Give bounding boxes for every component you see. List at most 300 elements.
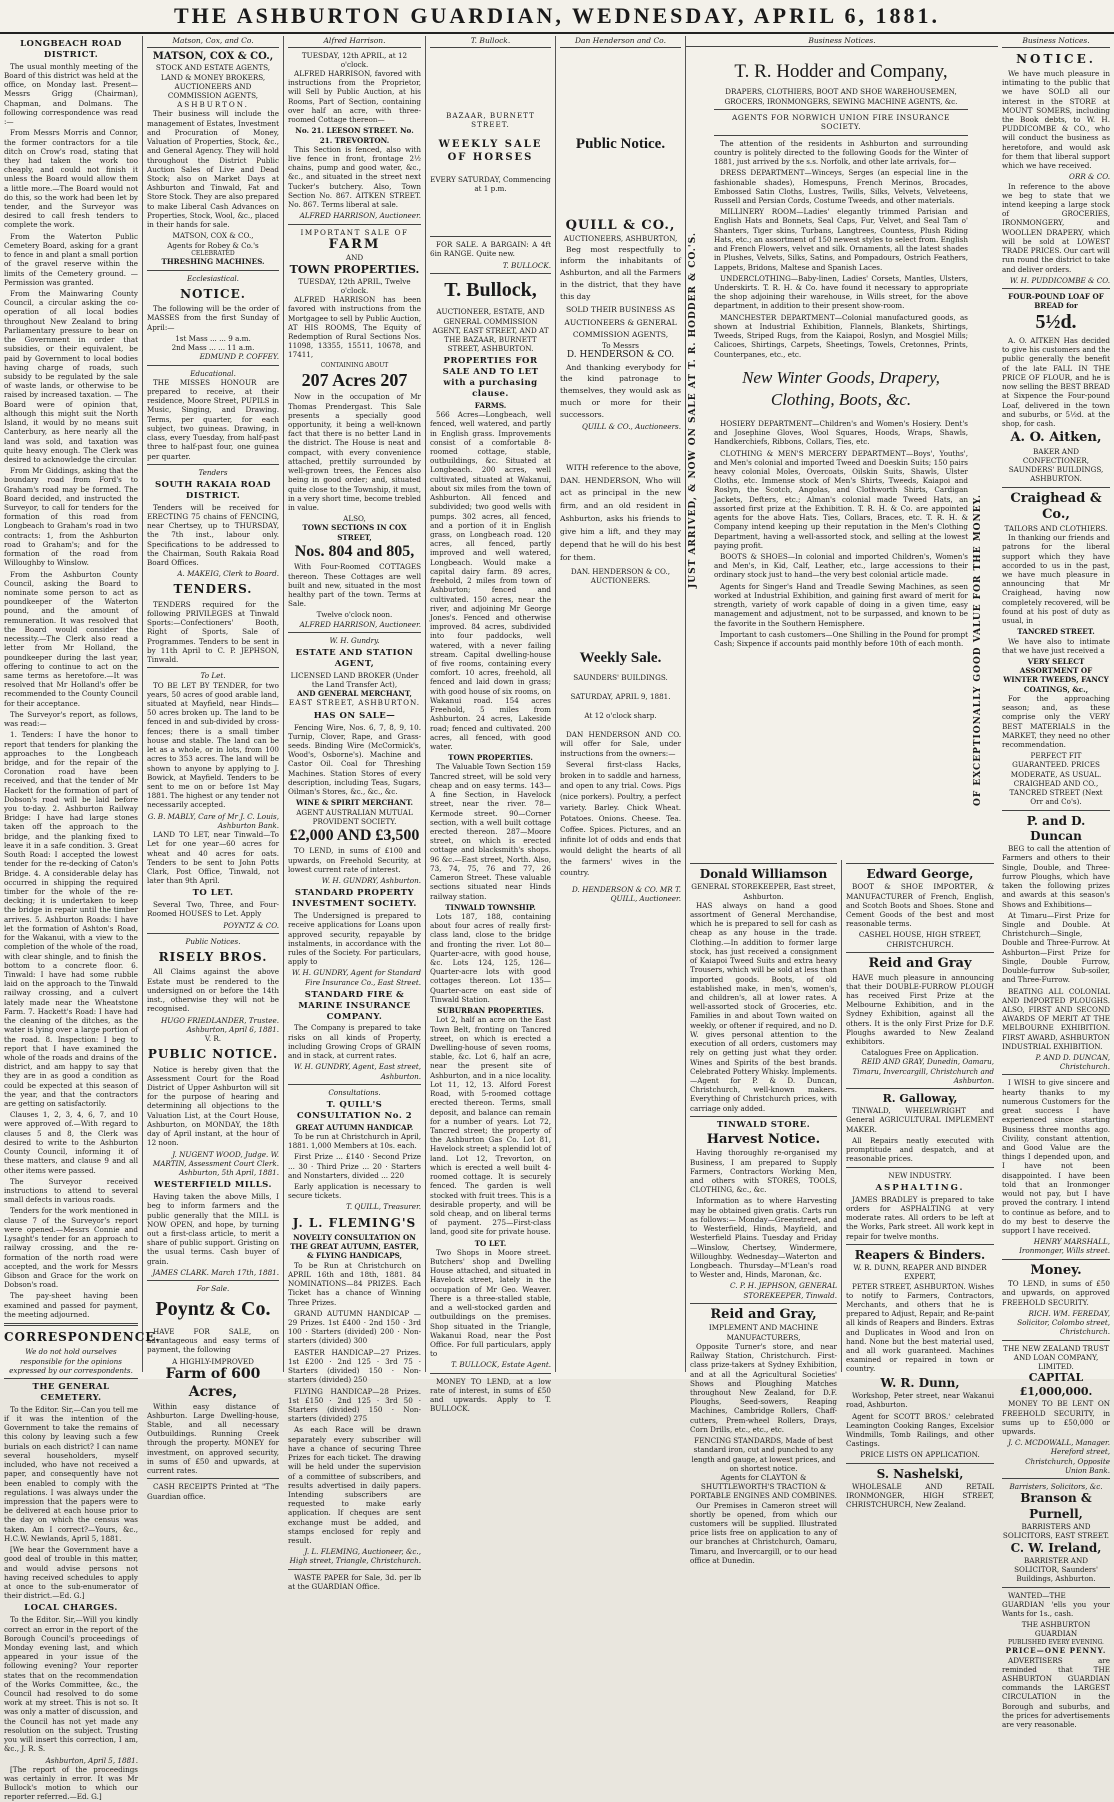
ad-signature: A. MAKEIG, Clerk to Board. [177, 569, 279, 579]
ad-signature: ALFRED HARRISON, Auctioneer. [299, 211, 421, 221]
ad-body: JAMES BRADLEY is prepared to take orders for ASPHALTING at very moderate rates. All orders to be left at the Works, Park street. All work kept in repair for twelve months. [846, 1194, 994, 1241]
ad-title: HAS ON SALE— [313, 710, 396, 721]
divider [430, 273, 551, 274]
prize-list: EASTER HANDICAP—27 Prizes. 1st £200 · 2nd 125 · 3rd 75 · Starters (divided) 150 · Non-starters (divided) 250 [288, 1347, 421, 1385]
ad-body: And thanking everybody for the kind patronage to themselves, they would ask as much or more for their successors. [560, 362, 681, 419]
ad-title: R. Galloway, [882, 1092, 958, 1106]
ad-text: THE ASHBURTON GUARDIAN [1021, 1620, 1091, 1639]
divider [690, 1303, 837, 1304]
ad-text: Agents for Robey & Co.'s [167, 240, 259, 250]
ad-text: No. 21. LEESON STREET. No. 21. TREVORTON. [295, 126, 414, 145]
divider [846, 1088, 994, 1089]
ad-body: All Repairs neatly executed with promptitude and despatch, and at reasonable prices. [846, 1135, 994, 1164]
ad-body: TINWALD, WHEELWRIGHT and General AGRICULTURAL IMPLEMENT MAKER. [846, 1106, 994, 1134]
ad-signature: POYNTZ & CO. [223, 920, 279, 930]
ad-body: Tenders will be received for ERECTING 75 chains of FENCING, near Chertsey, up to THURSDAY, the 7th inst., labour only. Specifications to be addressed to the Chairman, South Rakaia Road Board Offices. [147, 502, 279, 568]
ad-text: At 12 o'clock sharp. [584, 710, 657, 720]
ad-title: New Winter Goods, Drapery, Clothing, Boots, &c. [742, 367, 940, 409]
ad-title: BAZAAR, BURNETT STREET. [446, 110, 535, 129]
ad-body: Beg most respectfully to inform the inhabitants of Ashburton, and all the Farmers in the district, that they have this day [560, 244, 681, 301]
divider [846, 1244, 994, 1245]
ad-signature: W. H. GUNDRY, Agent, East street, Ashburton. [293, 1062, 421, 1081]
ad-body: Within easy distance of Ashburton. Large Dwelling-house, Stable, and all necessary Outbuildings. Running Creek through the property. MONEY for investment, on approved security, in sums of £50 and upwards, at current rates. [147, 1401, 279, 1476]
divider [1002, 1478, 1110, 1479]
ad-text: TOWN SECTIONS IN COX STREET, [302, 523, 407, 542]
divider [1002, 288, 1110, 289]
column-ads-5b [842, 860, 998, 1510]
masthead-title: THE ASHBURTON GUARDIAN, WEDNESDAY, APRIL 6, 1881. [173, 3, 941, 28]
ad-signature: ORR & CO. [1069, 172, 1110, 182]
ad-subtitle: THE NEW ZEALAND TRUST AND LOAN COMPANY, LIMITED. [1003, 1343, 1109, 1372]
ad-subtitle: BARRISTERS AND SOLICITORS, EAST STREET. [1002, 1522, 1110, 1541]
ad-text: TINWALD TOWNSHIP. [445, 902, 536, 912]
vertical-banner: JUST ARRIVED, & NOW ON SALE AT T. R. HODDER & CO.'S. [688, 232, 698, 588]
letter-date: Ashburton, April 5, 1881. [45, 1755, 138, 1765]
article-paragraph: From the Ashburton County Council, asking the Board to nominate some person to act as poundkeeper of the Waterton pound, and the amount of remuneration. It was resolved that the Board would consider the necessity.—The Clerk also read a letter from Mr Holland, the poundkeeper during the last year, offering to continue to act on the same terms as heretofore.—It was resolved that Mr Holland's offer be recommended to the County Council for their acceptance. [4, 569, 138, 708]
ad-location: ASHBURTON. [177, 100, 249, 110]
ad-title: C. W. Ireland, [1010, 1540, 1102, 1555]
ad-subtitle: AUCTIONEERS, ASHBURTON, [563, 234, 678, 244]
prize-list: First Prize ... £140 · Second Prize ... 30 · Third Prize ... 20 · Starters and Nonstarters, divided ... 220 [288, 1152, 421, 1180]
column-ads-4 [556, 36, 686, 1372]
section-label: For Sale. [196, 1284, 230, 1294]
ad-text: TANCRED STREET. [1017, 627, 1095, 637]
ad-body: Information as to where Harvesting may be obtained given gratis. Carts run as follows:— Monday—Greenstreet, and to Westerfield, Hinds, Mayfield, and Westerfield Plains. Tuesday and Friday—Winslow, Chertsey, Windermere, Willoughby. Wednesday—Waterton and Longbeach. Thursday—M'Lean's road to Wester and, Hinds, Maronan, &c. [690, 1196, 837, 1280]
article-paragraph: The pay-sheet having been examined and passed for payment, the meeting adjourned. [4, 1291, 138, 1319]
article-paragraph: Clauses 1, 2, 3, 4, 6, 7, and 10 were approved of.—With regard to clauses 5 and 8, the Clerk was desired to write to the Ashburton County Council, informing it of these matters, and clause 9 and all other items were passed. [4, 1110, 138, 1175]
ad-body: CASH RECEIPTS Printed at "The Guardian office. [147, 1482, 279, 1501]
ad-text: V. R. [204, 1034, 222, 1044]
column-header: T. Bullock. [430, 36, 551, 48]
ad-body: Opposite Turner's store, and near Railway Station, Christchurch. First-class prize-takers at Sydney Exhibition, and at all the Agricultural Societies' Shows and Ploughing Matches throughout New Zealand, for D.F. Ploughs, Seed-sowers, Reaping Machines, Cambridge Rollers, Chaff-cutters, Prem-wheel Rollers, Drays, Corn Drills, etc., etc., etc. [690, 1341, 837, 1434]
ad-signature: CRAIGHEAD AND CO., TANCRED STREET (Next Orr and Co's). [1009, 778, 1103, 807]
ad-title: A. O. Aitken, [1010, 430, 1102, 446]
ad-title: Harvest Notice. [706, 1131, 821, 1147]
ad-body: Agents for Singer's Hand and Treadle Sewing Machines, as seen worked at Industrial Exhibition, and gaining first award of merit for strength, variety of work capable of doing in a given time, easy management and adjustment, not to be surpassed, and known to be the favorite in the Southern Hemisphere. [714, 581, 968, 628]
divider [430, 1373, 551, 1374]
ad-signature: T. QUILL, Treasurer. [346, 1202, 421, 1212]
ad-body: MILLINERY ROOM—Ladies' elegantly trimmed Parisian and English Hats and Bonnets, Seal Caps, Fur, Velvet, and Seal Tam o' Shanters, Tiger skins, Turbans, Langtrees, Countess, Plush Riding Hats, etc.; an assortment of 150 newest styles to select from. English and French Flowers, velvet and silk. Ornaments, all the latest shades in Plushes, Velvets, Silks, Satins, and Pompadours, Ostrich Feathers, Lappets, Bridons, Maltese and Spanish Laces. [714, 207, 968, 272]
ad-body: The Undersigned is prepared to receive applications for Loans upon approved security, repayable by instalments, in accordance with the rules of the Society. For particulars, apply to [288, 911, 421, 967]
divider [147, 667, 279, 668]
ad-signature: J. L. FLEMING, Auctioneer, &c., High street, Triangle, Christchurch. [289, 1547, 421, 1566]
ad-body: WITH reference to the above, DAN. HENDERSON, Who will act as principal in the new firm, and an old resident in Ashburton, asks his friends to give him a lift, and they may depend that he will do his best for them. [560, 462, 681, 562]
ad-body: Now in the occupation of Mr Thomas Prendergast. This Sale presents a specially good opportunity, it being a well-known fact that there is no better Land in the district. The House is neat and compact, with every convenience attached, prettily surrounded by well-grown trees, the Fences also being in good order; and, situated quite close to the Township, it must, in a very short time, become trebled in value. [288, 392, 421, 512]
ad-text: 1st Mass ... ... 9 a.m. [175, 333, 251, 343]
ad-title: CAPITAL £1,000,000. [1019, 1371, 1093, 1399]
column-header: Business Notices. [686, 36, 998, 47]
editorial-note: [We hear the Government have a good deal of trouble in this matter, and would advise persons not having received schedules to apply at once to the sub-enumerator of their district.—Ed. G.] [4, 1545, 138, 1601]
ad-body: Agent for SCOTT BROS.' celebrated Leamington Cooking Ranges, Excelsior Windmills, Tomb Railings, and other Castings. [846, 1411, 994, 1449]
ad-body: WHOLESALE AND RETAIL IRONMONGER, HIGH STREET, CHRISTCHURCH, New Zealand. [846, 1481, 994, 1510]
ad-body: ADVERTISERS are reminded that THE ASHBURTON GUARDIAN commands the LARGEST CIRCULATION in the Borough and suburbs, and the prices for advertisements are very reasonable. [1002, 1655, 1110, 1730]
divider [147, 1280, 279, 1281]
ad-body: PETER STREET, ASHBURTON. Wishes to notify to Farmers, Contractors, Merchants, and others that he is prepared to Adjust, Repair, and Re-paint all kinds of Reapers and Binders. Extras and Duplicates in Wood and Iron on hand. None but the best material used, and all work guaranteed. Machines examined or repaired in town or country. [846, 1281, 994, 1374]
ad-title: NOTICE. [180, 286, 246, 301]
ad-text: AGENT AUSTRALIAN MUTUAL PROVIDENT SOCIETY. [296, 807, 413, 826]
ad-body: Their business will include the management of Estates, Investment and Procuration of Money, Valuation of Properties, Stock, &c., and General Agency. They will hold throughout the District Public Auction Sales of Live and Dead Stock; also on Market Days at Ashburton and Tinwald, Fat and Store Stock. They are also prepared to make Liberal Cash Advances on Properties, Stock, Wool, &c., placed in their hands for sale. [147, 109, 279, 230]
ad-body: UNDERCLOTHING—Baby-linen, Ladies' Corsets, Mantles, Ulsters, Underskirts. T. R. H. & Co. have found it necessary to appropriate the shop adjoining their warehouse, in Wills street, for the above department, in addition to their present show-room. [714, 273, 968, 311]
ad-text: AND GENERAL MERCHANT, [297, 689, 412, 699]
listing: The Valuable Town Section 159 Tancred street, will be sold very cheap and on easy terms. 143—A fine Section, in Havelock street, near the river. 78—Kermode street. 90—Corner section, with a well built cottage erected thereon. 287—Moore street, on which is erected cottage and blacksmith's shops. 96 &c.—East street, North. Also, 73, 74, 75, 76 and 77, 26 Cameron Street. These valuable sections situated near Hinds railway station. [430, 762, 551, 901]
ad-signature: HENRY MARSHALL, Ironmonger, Wills street. [1019, 1237, 1110, 1256]
ad-body: The attention of the residents in Ashburton and surrounding country is politely directed to the following Goods for the Winter of 1881, just arrived by the s.s. Norfolk, and other late arrivals, for— [714, 138, 968, 167]
letter-body: To the Editor. Sir,—Can you tell me if it was the intention of the Government to take the remains of this colony by leaving such a few burials on each district? I can name several householders, myself included, who have not received a paper, and consequently have not been enabled to comply with the regulations. I was always under the impression that the papers were to be delivered at each house prior to the day on which the census was taken. Am I correct?—Yours, &c., H.C.W. Newlands, April 5, 1881. [4, 1404, 138, 1543]
ad-text: NEW INDUSTRY. [888, 1170, 952, 1180]
divider [147, 933, 279, 934]
column-ads-5a [686, 860, 842, 1565]
ad-body: All Claims against the above Estate must be rendered to the undersigned on or before the 14th inst., otherwise they will not be recognised. [147, 967, 279, 1014]
ad-title: MATSON, COX & CO., [152, 50, 274, 62]
ad-body: A. O. AITKEN Has decided to give his customers and the public generally the benefit of the late FALL IN THE PRICE OF FLOUR, and he is now selling the BEST BREAD at Sixpence the Four-pound Loaf, delivered in the town and suburbs, or 5½d. at the shop, for cash. [1002, 336, 1110, 428]
editorial-note: [The report of the proceedings was certainly in error. It was Mr Bullock's motion to which our reporter referred.—Ed. G.] [4, 1764, 138, 1802]
ad-body: TO LEND, in sums of £50 and upwards, on approved FREEHOLD SECURITY. [1002, 1279, 1110, 1307]
ad-date: TUESDAY, 12th APRIL, Twelve o'clock. [298, 276, 411, 295]
ad-title: QUILL & CO., [565, 217, 676, 233]
section-label: To Let. [200, 671, 226, 681]
ad-title: Donald Williamson [699, 867, 828, 881]
ad-body: The Company is prepared to take risks on all kinds of Property, including Growing Crops of GRAIN and in stack, at current rates. [288, 1023, 421, 1061]
divider [288, 1084, 421, 1085]
ad-signature: REID AND GRAY, Dunedin, Oamaru, Timaru, Invercargill, Christchurch and Ashburton. [852, 1057, 994, 1085]
ad-body: Having taken the above Mills, I beg to inform farmers and the public generally that the MILL is NOW OPEN, and hope, by turning out a first-class article, to merit a share of public support. Gristing on the usual terms. Cash buyer of grain. [147, 1192, 279, 1266]
section-label: Barristers, Solicitors, &c. [1009, 1482, 1103, 1492]
ad-subtitle: TAILORS AND CLOTHIERS. [1004, 523, 1108, 533]
divider [846, 1463, 994, 1464]
hodder-advert [710, 52, 972, 862]
divider [147, 464, 279, 465]
masthead [0, 0, 1114, 34]
ad-signature: W. H. GUNDRY, Agent for Standard Fire Insurance Co., East Street. [291, 968, 421, 987]
ad-title: SOUTH RAKAIA ROAD DISTRICT. [154, 479, 272, 501]
ad-signature: T. BULLOCK, Estate Agent. [451, 1360, 551, 1370]
ad-title: 5½d. [1035, 311, 1077, 334]
ad-body: Several Two, Three, and Four-Roomed HOUSES to Let. Apply [147, 900, 279, 919]
ad-body: As each Race will be drawn separately every subscriber will have a chance of securing Three Prizes for each ticket. The drawing will be held under the supervision of a committee of subscribers, and results advertised in daily papers. Intending subscribers are requested to make early application. If cheques are sent exchange must be added, and stamps enclosed for reply and result. [288, 1425, 421, 1546]
ad-text: FARMS. [474, 400, 507, 410]
section-heading: LONGBEACH ROAD DISTRICT. [20, 39, 122, 60]
ad-subtitle: DRAPERS, CLOTHIERS, BOOT AND SHOE WAREHOUSEMEN, GROCERS, IRONMONGERS, SEWING MACHINE AGENTS, &c. [724, 87, 958, 106]
ad-subtitle: AUCTIONEER, ESTATE, AND GENERAL COMMISSION AGENT, EAST STREET, AND AT THE BAZAAR, BURNETT STREET, ASHBURTON. [432, 307, 549, 354]
ad-subtitle: GENERAL STOREKEEPER, East street, Ashburton. [691, 882, 836, 901]
ad-text: SUBURBAN PROPERTIES. [437, 1006, 544, 1016]
ad-signature: RICH. WM. FEREDAY, Solicitor, Colombo street, Christchurch. [1017, 1308, 1110, 1337]
ad-text: EVERY SATURDAY, Commencing at 1 p.m. [430, 174, 551, 193]
ad-title: FARM [328, 236, 381, 252]
ad-signature: W. H. GUNDRY, Ashburton. [321, 876, 421, 886]
divider [147, 1478, 279, 1479]
ad-title: J. L. FLEMING'S [292, 1215, 417, 1230]
ad-text: SOLD THEIR BUSINESS AS AUCTIONEERS & GENERAL COMMISSION AGENTS, [564, 305, 677, 339]
ad-title: PUBLIC NOTICE. [147, 1047, 279, 1062]
ad-title: Poyntz & Co. [155, 1298, 271, 1321]
ad-body: Important to cash customers—One Shilling in the Pound for prompt Cash; Sixpence if accounts paid monthly before 10th of each month. [714, 629, 968, 648]
ad-body: CLOTHING & MEN'S MERCERY DEPARTMENT—Boys', Youths', and Men's colonial and imported Tweed and Doeskin Suits; 150 pairs heavy colonial Moles, Overcoats, Oilskin Suits, Shawls, Ulster Cloths, etc. Immense stock of Men's Shirts, Tweeds, Kaiapoi and Roslyn, the Scotch, Angolas, and Clothworth Shirts, Cardigan Jackets, Defters, etc.; Alman's colonial made Tweed Hats, an assorted first prize at the Exhibition. T. R. H. & Co. are appointed agents for the above Hats. Ties, Collars, Braces, etc. T. R. H. & Company intend keeping up their reputation in the Men's Clothing Department, having a well-assorted stock, and selling at the lowest paying profit. [714, 448, 968, 550]
ad-body: HAVE FOR SALE, on advantageous and easy terms of payment, the following [147, 1326, 279, 1355]
listing: Lot 2, half an acre on the East Town Belt, fronting on Tancred street, on which is erected a Dwelling-house of seven rooms, stable, &c. Lot 6, half an acre, near the present site of Ashburton, and in a nice locality. Lot 11, 12, 13. Alford Forest Road, with 5-roomed cottage erected thereon. Terms, small deposit, and balance can remain for a number of years. Lot 72, Tancred street; the property of the Ashburton Gas Co. Lot 81, Havelock street; a splendid lot of land. Lot 12, Trevorton, on which is erected a well built 4-roomed cottage. It is securely fenced. The garden is well stocked with fruit trees. This is a desirable property, and will be sold cheap, and on liberal terms of payment. 275—First-class land, good site for private house. [430, 1015, 551, 1237]
ad-body: TENDERS required for the following PRIVILEGES at Tinwald Sports:—Confectioners' Booth, Right of Sports, Sale of Programmes. Tenders to be sent in by 11th April to C. P. JEPHSON, Tinwald. [147, 599, 279, 665]
ad-text: GREAT AUTUMN HANDICAP. [295, 1122, 414, 1132]
ad-title: 207 Acres 207 [301, 370, 408, 391]
ad-text: To Messrs [602, 340, 639, 350]
column-header: Matson, Cox, and Co. [147, 36, 279, 48]
ad-title: TOWN PROPERTIES. [289, 262, 420, 276]
ad-body: DAN HENDERSON AND CO. will offer for Sale, under instructions from the owners:— [560, 730, 681, 758]
ad-title: S. Nashelski, [876, 1466, 964, 1481]
divider [1002, 810, 1110, 811]
ad-title: Reapers & Binders. [854, 1247, 986, 1262]
ad-subtitle: LAND & MONEY BROKERS, AUCTIONEERS AND COMMISSION AGENTS, [160, 72, 266, 101]
divider [714, 135, 968, 136]
ad-body: In reference to the above we beg to state that we intend keeping a large stock of GROCERIES, IRONMONGERY, and WOOLLEN DRAPERY, which will be sold at LOWEST TRADE PRICES. Our cart will run round the district to take and deliver orders. [1002, 181, 1110, 274]
ad-title: Craighead & Co., [1010, 490, 1102, 523]
listing: Several first-class Hacks, broken in to saddle and harness, and open to any trial. Cows. Pigs (nice porkers). Poultry, a perfect variety. Barley. Chick Wheat. Potatoes. Onions. Cheese. Tea. Coffee. Spices. Pictures, and an infinite lot of odds and ends that would delight the hearts of all the farmers' wives in the country. [560, 759, 681, 877]
listing: Two Shops in Moore street. Butchers' shop and Dwelling House attached, and situated in Havelock street, lately in the occupation of Mr Geo. Weaver. There is a three-stalled stable, and a well-stocked garden and outbuildings on the premises. Shop situated in the Triangle, Wakanui Road, near the Post Office. For full particulars, apply to [430, 1247, 551, 1359]
divider [147, 270, 279, 271]
ad-text: LICENSED LAND BROKER (Under the Land Transfer Act), [290, 670, 419, 690]
ad-body: MANCHESTER DEPARTMENT—Colonial manufactured goods, as shown at Industrial Exhibition, Flannels, Blankets, Shirtings, Tweeds, Striped Rugs, from the Kaiapoi, Roslyn, and Mosgiel Mills; Calicoes, Shirtings, Carpets, Sheetings, Towels, Cretonnes, Prints, Counterpanes, etc., etc. [714, 312, 968, 359]
column-header: Alfred Harrison. [288, 36, 421, 48]
divider [288, 224, 421, 225]
ad-body: BEATING ALL COLONIAL AND IMPORTED PLOUGHS. ALSO, FIRST AND SECOND AWARDS OF MERIT AT THE MELBOURNE EXHIBITION. FIRST AWARD, ASHBURTON INDUSTRIAL EXHIBITION. [1002, 986, 1110, 1051]
ad-signature: G. B. MABLY, Care of Mr J. C. Louis, Ashburton Bank. [147, 811, 279, 830]
article-paragraph: From Mr Giddings, asking that the boundary road from Ford's to Graham's road may be formed. The Board decided, and instructed the Surveyor, to call for tenders for the formation of this road from Longbeach to Graham's road in two contracts: 1, from the Ashburton road to Graham's; and for the formation of the road from Willoughby to Winslow. [4, 466, 138, 568]
prize-list: FLYING HANDICAP—28 Prizes. 1st £150 · 2nd 125 · 3rd 50 · Starters (divided) 150 · Non-starters (divided) 275 [288, 1386, 421, 1424]
ad-title: T. R. Hodder and Company, [734, 61, 948, 82]
ad-text: PUBLISHED EVERY EVENING. [1008, 1638, 1104, 1646]
ad-body: To be run at Christchurch in April, 1881. 1,000 Members at 10s. each. [288, 1131, 421, 1151]
ad-title: Reid and Gray [868, 955, 972, 971]
ad-text: PRICE LISTS ON APPLICATION. [860, 1450, 980, 1460]
ad-text: SAUNDERS' BUILDINGS. [573, 672, 668, 682]
ad-body: BOOTS & SHOES—In colonial and imported Children's, Women's and Men's, in Kid, Calf, Leather, etc., large accessions to their ordinary stock just to hand—the very best colonial article made. [714, 551, 968, 580]
ad-title: £2,000 AND £3,500 [289, 826, 420, 844]
ad-text: THRESHING MACHINES. [161, 257, 265, 267]
ad-title: TO LET. [192, 888, 234, 899]
ad-text: A HIGHLY-IMPROVED [172, 1356, 254, 1366]
ad-signature: D. HENDERSON & CO. MR T. QUILL, Auctioneer. [572, 884, 681, 903]
ad-body: TO LEND, in sums of £100 and upwards, on Freehold Security, at lowest current rate of interest. [288, 846, 421, 874]
ad-signature: EDMUND P. COFFEY. [199, 352, 279, 362]
editorial-note: We do not hold ourselves responsible for the opinions expressed by our correspondents. [9, 1347, 133, 1375]
ad-body: WANTED—THE GUARDIAN 'ells you your Wants for 1s., cash. [1002, 1590, 1110, 1618]
ad-title: Weekly Sale. [579, 650, 662, 667]
ad-text: TOWN PROPERTIES. [448, 753, 533, 763]
ad-body: DRESS DEPARTMENT—Winceys, Serges (an especial line in the fashionable shades), Homespuns, French Merinos, Brocades, Embossed Satin Cloths, Lustres, Twills, Silks, Velvets, Velveteens, Russell and Persian Cords, Costume Tweeds, and other materials. [714, 168, 968, 205]
ad-body: THE MISSES HONOUR are prepared to receive, at their residence, Moore Street, PUPILS in Music, Singing, and Drawing. Terms, per quarter, for each subject, two guineas. Drawing, in class, every Tuesday, from half-past three to half-past four, one guinea per quarter. [147, 377, 279, 461]
article-paragraph: Tenders for the work mentioned in clause 7 of the Surveyor's report were opened.—Messrs Connie and Lysaght's tender for an approach to railway crossing, and the re-formation of the north road were accepted, and the work for Messrs Gibson and Grace for the work on Dobson's road. [4, 1206, 138, 1290]
divider [1002, 1074, 1110, 1075]
divider [1002, 1340, 1110, 1341]
divider [430, 236, 551, 237]
column-business-notices [998, 36, 1114, 1730]
ad-text: CONTAINING ABOUT [320, 361, 389, 369]
ad-text: CELEBRATED [191, 249, 235, 257]
ad-date: SATURDAY, APRIL 9, 1881. [570, 691, 671, 701]
section-label: Educational. [190, 368, 236, 378]
ad-title: RISELY BROS. [158, 950, 268, 965]
article-paragraph: 1. Tenders: I have the honor to report that tenders for planking the approaches to the Longbeach bridge, and for the repair of the Coronation road have been received, and that the tender of Mr Hackett for the formation of part of Dobson's road will be laid before you to-day. 2. Ashburton Railway Bridge: I have had large stones taken off the approach to the bridge, and the planking fixed to leave it in a safe condition. 3. Great South Road: I accepted the lowest tender for the re-decking of Caton's Bridge. 4. A considerable delay has occurred in shipping the required timber for the whole of the re-decking; it is undertaken to keep the bridge in repair until the timber arrives. 5. Ashburton Roads: I have let the formation of Ashton's Road, for the Wakanui, with a view to the completion of the whole of the road, with clear shingle, and to finish the bottom to a concrete floor. 6. Tinwald: I have had some rubble laid on the approach to the Tinwald railway crossing, and a culvert lately made near the Wheatstone Farm. 7. Hackett's Road: I have had the cleaning of the ditches, as the water is lying over a large portion of the road. 8. Inspection: I beg to report that I have examined the whole of the roads and drains of the district, and am happy to say that they are in as good a condition as could be expected at this season of the year, and that the contractors are getting on satisfactorily. [4, 730, 138, 1109]
ad-body: MONEY TO LEND, at a low rate of interest, in sums of £50 and upwards. Apply to T. BULLOCK. [430, 1376, 551, 1414]
article-paragraph: The Surveyor received instructions to attend to several small defects in various roads. [4, 1176, 138, 1205]
ad-body: For the approaching season; and, as these comprise only the VERY BEST MATERIALS in the MARKET, they need no other recommendation. [1002, 693, 1110, 749]
divider [147, 365, 279, 366]
ad-title: Reid and Gray, [710, 1306, 817, 1322]
column-ads-3 [426, 36, 556, 1414]
ad-text: WINE & SPIRIT MERCHANT. [295, 798, 414, 808]
divider [1002, 1587, 1110, 1588]
column-ads-1 [143, 36, 284, 1501]
ad-title: FOUR-POUND LOAF OF BREAD for [1008, 291, 1104, 311]
ad-title: P. and D. Duncan [1026, 813, 1086, 843]
section-label: Tenders [198, 467, 228, 477]
listing: 566 Acres—Longbeach, well fenced, well watered, and partly in English grass. Improvements consist of a comfortable 8-roomed cottage, stable, outbuildings, &c. Situated at Longbeach. 200 acres, well cultivated, situated at Wakanui, about six miles from the town of Ashburton. All fenced and subdivided; two good wells with pumps. 302 acres, all fenced, and a portion of it in English grass, on Longbeach road. 120 acres, all fenced, partly improved and well watered, Longbeach. Would make a capital dairy farm. 89 acres, freehold, 2 miles from town of Ashburton; fenced and cultivated. 150 acres, near the river, and adjoining Mr George Jones's. Fenced and otherwise improved. 84 acres, subdivided into four paddocks, well watered, with a never failing stream. Capital dwelling-house of five rooms, containing every comfort. 10 acres, freehold, all fenced and laid down in grass; with good house of six rooms, on Wakanui road. 154 acres Freehold, 5 miles from Ashburton. 24 acres, Lakeside road; fenced and cultivated. 200 acres, all fenced, with good water. [430, 410, 551, 751]
ad-text: NOVELTY CONSULTATION ON THE GREAT AUTUMN, EASTER, & FLYING HANDICAPS, [290, 1233, 419, 1261]
ad-body: We have much pleasure in intimating to the public that we have SOLD all our interest in the STORE at MOUNT SOMERS, including the Book debts, to W. H. PUDDICOMBE & CO., who will conduct the business as heretofore, and would ask for them that liberal support which we have received. [1002, 68, 1110, 171]
ad-text: EAST STREET, ASHBURTON. [288, 698, 421, 708]
divider [846, 863, 994, 864]
ad-title: Money. [1030, 1262, 1082, 1278]
ad-signature: DAN. HENDERSON & CO., AUCTIONEERS. [570, 566, 671, 586]
ad-text: Twelve o'clock noon. [316, 610, 393, 620]
divider [846, 1167, 994, 1168]
ad-title: TENDERS. [173, 582, 253, 597]
divider [1002, 1259, 1110, 1260]
ad-title: W. R. Dunn, [880, 1375, 960, 1390]
letter-heading: LOCAL CHARGES. [24, 1603, 118, 1614]
listing: At Timaru—First Prize for Single and Double. At Christchurch—Single, Double and Three-Furrow. At Ashburton—First Prize for Single, Double Furrow, Double-furrow Sub-soiler, and Three-Furrow. [1002, 910, 1110, 985]
divider [288, 632, 421, 633]
ad-body: LAND TO LET, near Tinwald—To Let for one year—60 acres for wheat and 40 acres for oats. Tenders to be sent to John Potts Clark, Post Office, Tinwald, not later than 9th April. [147, 830, 279, 886]
ad-body: Our Premises in Cameron street will shortly be opened, from which our customers will be supplied. Illustrated price lists free on application to any of our branches at Christchurch, Oamaru, Timaru, and Invercargill, or to our head office at Dunedin. [690, 1500, 837, 1565]
ad-text: PRICE—ONE PENNY. [1005, 1646, 1107, 1656]
section-label: W. H. Gundry. [329, 635, 380, 645]
ad-subtitle: BAKER AND CONFECTIONER, SAUNDERS' BUILDINGS, ASHBURTON. [1008, 446, 1104, 484]
divider [288, 1569, 421, 1570]
ad-body: The following will be the order of MASSES from the first Sunday of April:— [147, 304, 279, 332]
article-paragraph: From the Mainwaring County Council, a circular asking the co-operation of all local bodies throughout New Zealand to bring Parliamentary pressure to bear on the Government in order that subsidies, or their equivalent, be paid by Government to local bodies having charge of roads, such subsidy to be regulated by the sale of waste lands, or otherwise to be raised by increased taxation. — The Board were of opinion that, although this might suit the North Island, it would by no means suit Canterbury, as here nearly all the land was sold, and taxation was quite heavy enough. The Clerk was desired to acknowledge the circular. [4, 289, 138, 464]
ad-text: D. HENDERSON & CO. [566, 350, 675, 361]
ad-signature: QUILL & CO., Auctioneers. [581, 422, 681, 432]
ad-signature: ALFRED HARRISON, Auctioneer. [299, 619, 421, 629]
divider [846, 952, 994, 953]
ad-title: Edward George, [866, 867, 974, 881]
ad-subtitle: AGENTS FOR NORWICH UNION FIRE INSURANCE SOCIETY. [732, 112, 950, 132]
column-local-news [0, 36, 161, 1802]
section-label: Public Notices. [185, 936, 241, 946]
divider [690, 863, 837, 864]
ad-body: Early application is necessary to secure tickets. [288, 1182, 421, 1201]
ad-subtitle: IMPLEMENT AND MACHINE MANUFACTURERS, [708, 1323, 819, 1342]
ad-text: Agents for CLAYTON & SHUTTLEWORTH'S TRACTION & PORTABLE ENGINES AND COMBINES. [690, 1472, 837, 1501]
ad-signature: JAMES CLARK. March 17th, 1881. [152, 1267, 279, 1277]
ad-body: MONEY TO BE LENT ON FREEHOLD SECURITY, in sums up to £50,000 or upwards. [1002, 1399, 1110, 1437]
ad-body: To be Run at Christchurch on APRIL 16th and 18th, 1881. 84 NOMINATIONS—84 PRIZES. Each Ticket has a chance of Winning Three Prizes. [288, 1260, 421, 1307]
ad-text: VERY SELECT ASSORTMENT OF WINTER TWEEDS, FANCY COATINGS, &c., [1003, 657, 1109, 694]
ad-title: T. QUILL'S CONSULTATION No. 2 [296, 1099, 413, 1121]
article-paragraph: The usual monthly meeting of the Board of this district was held at the office, on Monday last. Present—Messrs Grigg (Chairman), Chapman, and Dolmans. The following correspondence was read :— [4, 61, 138, 127]
ad-body: TO BE LET BY TENDER, for two years, 50 acres of good arable land, situated at Mayfield, near Hinds—50 acres broken up. The land to be fenced in and sub-divided by cross-fences; there is a small timber house and stable. The land can be let as a whole, or in lots, from 100 acres to 353 acres. The land will be shown to anyone by applying to J. Bowick, at Mayfield. Tenders to be sent to me on or before 1st May 1881. The highest or any tender not necessarily accepted. [147, 680, 279, 810]
ad-body: FOR SALE. A BARGAIN: A 4ft 6in RANGE. Quite new. [430, 240, 551, 259]
ad-body: ALFRED HARRISON, favored with instructions from the Proprietor, will Sell by Public Auction, at his Rooms, Part of Section, containing over half an acre, with three-roomed Cottage thereon— [288, 69, 421, 125]
ad-signature: J. C. MCDOWALL, Manager. Hereford street, Christchurch, Opposite Union Bank. [1008, 1438, 1110, 1475]
ad-title: ASPHALTING. [875, 1182, 965, 1193]
ad-text: TO LET. [474, 1238, 507, 1248]
ad-body: Notice is hereby given that the Assessment Court for the Road District of Upper Ashburton will sit for the purpose of hearing and determining all objections to the Valuation List, at the Court House, Ashburton, on MONDAY, the 18th day of April instant, at the hour of 12 noon. [147, 1064, 279, 1148]
column-ads-2 [284, 36, 426, 1591]
divider [690, 1116, 837, 1117]
ad-body: HOSIERY DEPARTMENT—Children's and Women's Hosiery. Dent's and Josephine Gloves, Wool Squares, Hoods, Wraps, Shawls, Handkerchiefs, Ribbons, Collars, Ties, etc. [714, 418, 968, 447]
column-header: Business Notices. [1002, 36, 1110, 48]
divider [4, 1323, 138, 1326]
ad-title: WESTERFIELD MILLS. [154, 1180, 272, 1191]
ad-title: WEEKLY SALE OF HORSES [438, 139, 543, 163]
ad-text: FENCING STANDARDS, Made of best standard iron, cut and punched to any length and gauge, at lowest prices, and on shortest notice. [691, 1436, 836, 1473]
ad-signature: W. H. PUDDICOMBE & CO. [1009, 275, 1110, 285]
ad-text: ALSO, [343, 514, 366, 524]
ad-body: WASTE PAPER for Sale, 3d. per lb at the GUARDIAN Office. [288, 1572, 421, 1591]
ad-title: STANDARD FIRE & MARINE INSURANCE COMPANY. [298, 989, 411, 1022]
ad-body: BOOT & SHOE IMPORTER, & MANUFACTURER of French, English, and Scotch Boots and Shoes. Stone and Cement Goods of the best and most reasonable terms. [846, 882, 994, 929]
ad-text: 2nd Mass ... ... 11 a.m. [171, 343, 255, 353]
ad-title: STANDARD PROPERTY INVESTMENT SOCIETY. [292, 888, 417, 910]
ad-title: PROPERTIES FOR SALE AND TO LET with a purchasing clause. [442, 356, 539, 400]
ad-body: HAS always on hand a good assortment of General Merchandise, which he is prepared to sell for cash as cheap as any house in the trade. Clothing.—In addition to former large stock, has just received a consignment of Kaiapoi Tweed Suits and extra heavy Trousers, which will be sold at less than imported goods. Boots, of old established make, in men's, women's, and children's, all at lower rates. A well-assorted stock of Groceries, etc. Families in and about Town waited on weekly, or oftener if required, and no D. W. gives personal attention to the execution of all orders, customers may rely on getting just what they order. Wines and Spirits of the best brands. Celebrated Pottery Whisky. Implements.—Agent for P. & D. Duncan, Christchurch, well-known makers. Everything of Christchurch prices, with carriage only added. [690, 900, 837, 1113]
ad-signature: J. NUGENT WOOD, Judge. W. MARTIN, Assessment Court Clerk. Ashburton, 5th April, 1881. [152, 1149, 279, 1177]
column-header: Dan Henderson and Co. [560, 36, 681, 48]
ad-body: Workshop, Peter street, near Wakanui road, Ashburton. [846, 1391, 994, 1410]
ad-body: ALFRED HARRISON has been favored with instructions from the Mortgagee to sell by Public Auction, AT HIS ROOMS, The Equity of Redemption of Rural Sections Nos. 11098, 13355, 15511, 10678, and 17411, [288, 295, 421, 360]
ad-signature: C. P. H. JEPHSON, GENERAL STOREKEEPER, Tinwald. [730, 1281, 837, 1300]
article-paragraph: From Messrs Morris and Connor, the former contractors for a tile ditch on Crow's road, stating that they had taken the work too cheaply, and could not finish it unless the Board would allow them a little more.—The Board would not do this, so the work had been let by tender, and the Surveyor was desired to call fresh tenders to complete the work. [4, 128, 138, 230]
divider [4, 1378, 138, 1379]
ad-signature: T. BULLOCK. [502, 260, 551, 270]
ad-subtitle: W. R. DUNN, REAPER AND BINDER EXPERT, [853, 1263, 987, 1282]
letter-body: To the Editor. Sir,—Will you kindly correct an error in the report of the Borough Council's proceedings of Monday evening last, and which appeared in your issue of the following evening? Your reporter states that on the recommendation of the Works Committee, &c., the Council had resolved to do some work at my street. This is not so. It was only a matter of discussion, and the Council has not yet made any resolution on the subject. Trusting you will insert this correction, I am, &c., J. R. S. [4, 1615, 138, 1754]
ad-body: BEG to call the attention of Farmers and others to their Single, Double, and Three-furrow Ploughs, which have taken the following prizes and awards at this season's Shows and Exhibitions— [1002, 844, 1110, 909]
ad-title: T. Bullock, [444, 278, 537, 301]
section-label: Consultations. [328, 1087, 381, 1097]
ad-text: IMPORTANT SALE OF [300, 227, 409, 237]
listing: Lots 187, 188, containing about four acres of really first-class land, close to the bridge and fronting the river. Lot 80—Quarter-acre, with good house, &c. Lots 124, 125, 126—Quarter-acre lots with good cottages thereon. Lot 135—Quarter-acre on east side of Tinwald Station. [430, 911, 551, 1004]
prize-list: GRAND AUTUMN HANDICAP — 29 Prizes. 1st £400 · 2nd 150 · 3rd 100 · Starters (divided) 200 · Non-starters (divided) 300 [288, 1308, 421, 1346]
ad-body: With Four-Roomed COTTAGES thereon. These Cottages are well built and new, situated in the most healthy part of the town. Terms at Sale. [288, 562, 421, 609]
ad-title: Farm of 600 Acres, [165, 1365, 261, 1400]
ad-body: Fencing Wire, Nos. 6, 7, 8, 9, 10. Turnip, Clover, Rape, and Grass-seeds. Binding Wire (McCormick's, Wood's, Osborne's). Machine and Castor Oil. Coal for Threshing Machines. Station Stores of every description, including Teas, Sugars, Oilman's Stores, &c., &c., &c. [288, 722, 421, 797]
ad-title: NOTICE. [1016, 51, 1096, 66]
ad-subtitle: STOCK AND ESTATE AGENTS, [155, 63, 271, 73]
ad-signature: P. AND D. DUNCAN, Christchurch. [1035, 1053, 1110, 1072]
ad-body: We have also to intimate that we have just received a [1002, 636, 1110, 655]
divider [714, 109, 968, 110]
ad-subtitle: BARRISTER AND SOLICITOR, Saunders' Buildings, Ashburton. [1014, 1555, 1098, 1584]
vertical-banner: OF EXCEPTIONALLY GOOD VALUE FOR THE MONEY. [973, 494, 983, 807]
article-paragraph: The Surveyor's report, as follows, was read:— [4, 709, 138, 729]
ad-date: TUESDAY, 12th APRIL, at 12 o'clock. [301, 50, 408, 69]
ad-title: Nos. 804 and 805, [294, 542, 415, 560]
ad-title: Branson & Purnell, [1020, 1491, 1092, 1521]
ad-signature: MATSON, COX & CO., [172, 231, 254, 241]
ad-text: PERFECT FIT GUARANTEED. PRICES MODERATE, AS USUAL. [1010, 751, 1102, 779]
ad-body: In thanking our friends and patrons for the liberal support which they have accorded to us in the past, we have much pleasure in announcing that Mr Craighead, having now completely recovered, will be found at his post of duty as usual, in [1002, 533, 1110, 626]
ad-text: CASHEL HOUSE, HIGH STREET, CHRISTCHURCH. [858, 930, 982, 949]
ad-title: ESTATE AND STATION AGENT, [295, 648, 414, 669]
ad-body: Having thoroughly re-organised my Business, I am prepared to Supply Farmers, Contractors Working Men, and others with STORES, TOOLS, CLOTHING, &c., &c. [690, 1148, 837, 1195]
ad-body: HAVE much pleasure in announcing that their DOUBLE-FURROW PLOUGH has received First Prize at the Melbourne Exhibition, and in the Sydney Exhibition, against all the others. It is the only First Prize for D.F. Ploughs awarded to New Zealand exhibitors. [846, 972, 994, 1047]
ad-title: TINWALD STORE. [716, 1119, 811, 1130]
ad-signature: HUGO FRIEDLANDER, Trustee. Ashburton, April 6, 1881. [161, 1015, 279, 1034]
correspondence-heading: CORRESPONDENCE. [4, 1330, 161, 1345]
